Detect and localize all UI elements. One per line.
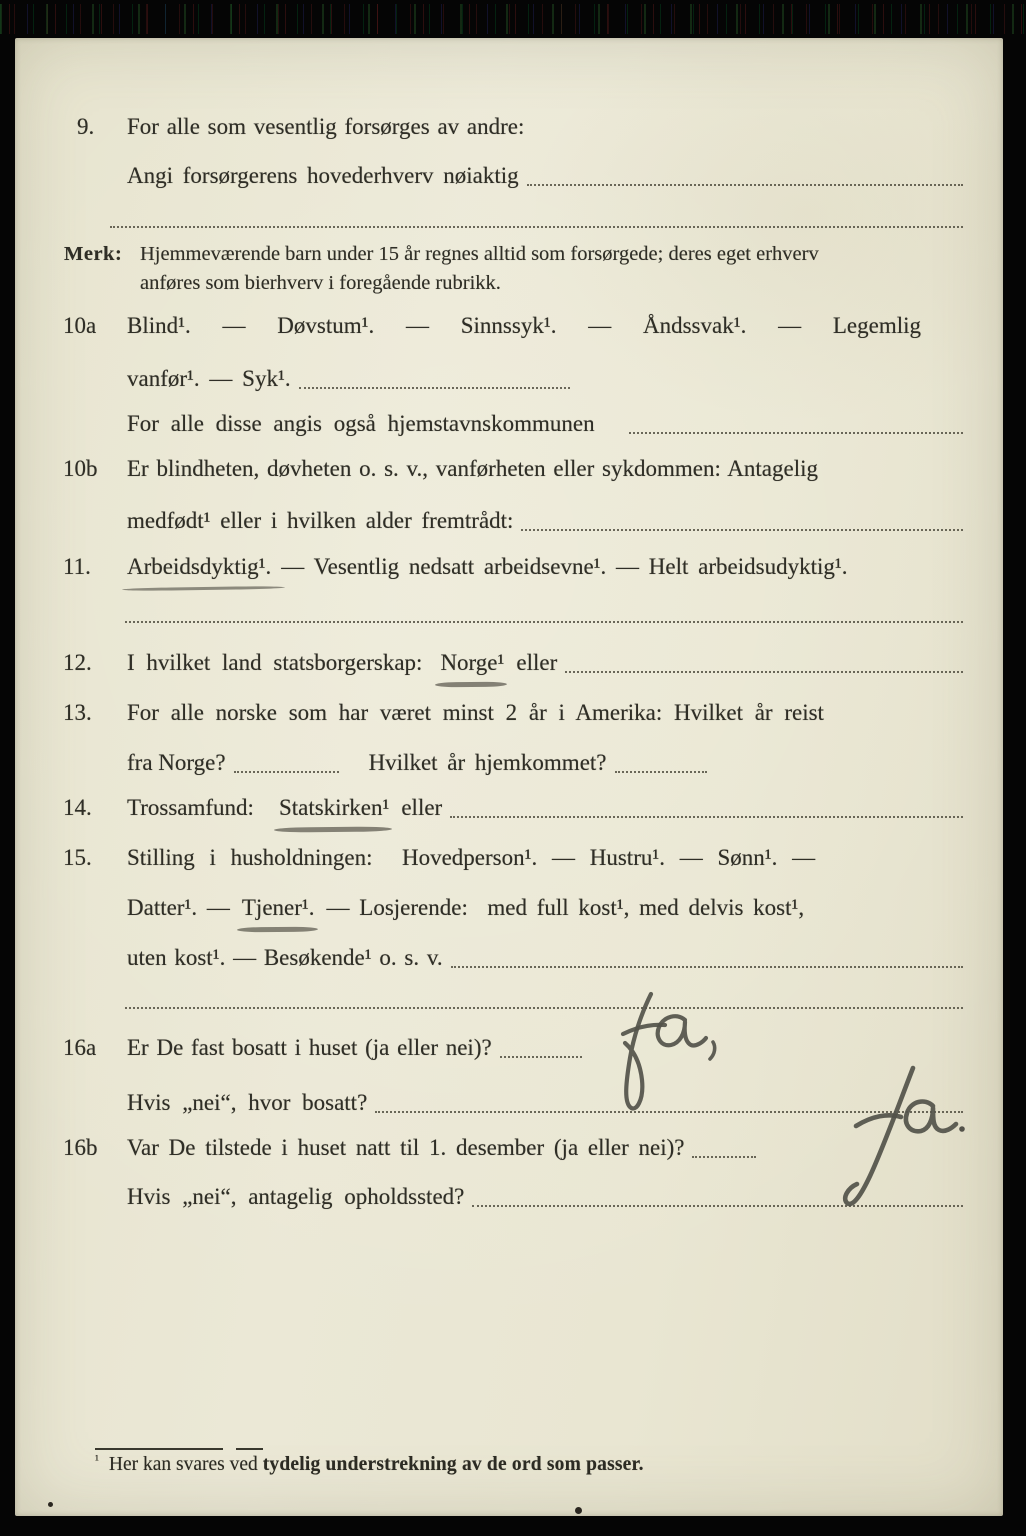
question-16b-text: Var De tilstede i huset natt til 1. desember (ja eller nei)? xyxy=(127,1135,685,1160)
dotted-answer-line xyxy=(615,748,707,773)
merk-text: Hjemmeværende barn under 15 år regnes alltid som forsørgede; deres eget erhverv xyxy=(140,243,819,265)
dotted-separator xyxy=(110,224,963,228)
question-10b-text: Er blindheten, døvheten o. s. v., vanførheten eller sykdommen: Antagelig xyxy=(127,456,819,481)
pencil-underlined-word: Statskirken¹ xyxy=(279,793,389,823)
pencil-underlined-word: Arbeidsdyktig¹. xyxy=(127,552,271,582)
question-9-line1 xyxy=(63,112,963,142)
dotted-answer-line xyxy=(565,648,963,673)
question-15-options-cont2: — Losjerende: med full kost¹, med delvis kost¹, xyxy=(326,895,805,920)
question-15-line3 xyxy=(127,943,963,973)
question-10a-number: 10a xyxy=(63,313,97,338)
dotted-separator xyxy=(125,619,963,623)
question-12-line xyxy=(63,648,963,678)
question-13-line2 xyxy=(127,748,963,778)
footnote-text-bold: tydelig understrekning av de ord som passer. xyxy=(262,1454,644,1475)
question-9-text: For alle som vesentlig forsørges av andre: xyxy=(127,114,525,139)
question-12-text-after: eller xyxy=(516,650,558,675)
question-14-text-after: eller xyxy=(401,795,443,820)
question-13-number: 13. xyxy=(63,700,92,725)
question-10a-options-cont: vanfør¹. — Syk¹. xyxy=(127,366,291,391)
dotted-separator xyxy=(125,1005,963,1009)
question-16b-number: 16b xyxy=(63,1135,98,1160)
question-10a-line3 xyxy=(127,409,963,439)
question-13-line1 xyxy=(63,698,963,728)
question-15-options-end: uten kost¹. — Besøkende¹ o. s. v. xyxy=(127,945,443,970)
merk-note-line2 xyxy=(140,272,959,295)
dotted-answer-line xyxy=(451,943,963,968)
question-10b-number: 10b xyxy=(63,456,98,481)
question-16a-text: Er De fast bosatt i huset (ja eller nei)? xyxy=(127,1035,492,1060)
handwritten-answer-16a xyxy=(585,990,720,1115)
question-15-line2 xyxy=(127,893,963,923)
question-9-subtext: Angi forsørgerens hovederhverv nøiaktig xyxy=(127,163,519,188)
question-13-text: For alle norske som har været minst 2 år i Amerika: Hvilket år reist xyxy=(127,700,824,725)
question-15-number: 15. xyxy=(63,845,92,870)
question-9-number: 9. xyxy=(77,114,95,139)
footnote xyxy=(95,1452,644,1476)
handwriting-ja-svg xyxy=(585,990,720,1115)
scan-speck xyxy=(48,1502,53,1507)
question-15-options-cont: Datter¹. — xyxy=(127,895,230,920)
merk-label: Merk: xyxy=(64,243,123,265)
question-10b-line2 xyxy=(127,506,963,536)
footnote-separator xyxy=(95,1448,263,1450)
handwritten-answer-16b xyxy=(838,1062,965,1222)
question-16b-subquestion: Hvis „nei“, antagelig opholdssted? xyxy=(127,1184,465,1209)
question-12-text: I hvilket land statsborgerskap: xyxy=(127,650,423,675)
question-10a-subquestion: For alle disse angis også hjemstavnskommunen xyxy=(127,411,595,436)
question-10b-line1 xyxy=(63,454,963,484)
question-10a-line2 xyxy=(127,364,570,394)
question-12-number: 12. xyxy=(63,650,92,675)
question-11-options: — Vesentlig nedsatt arbeidsevne¹. — Helt arbeidsudyktig¹. xyxy=(281,554,848,579)
dotted-answer-line xyxy=(692,1133,756,1158)
question-16a-subquestion: Hvis „nei“, hvor bosatt? xyxy=(127,1090,368,1115)
question-10a-line1 xyxy=(63,311,963,341)
scan-speck xyxy=(575,1507,582,1514)
census-form-page xyxy=(15,38,1003,1516)
pencil-underlined-word: Norge¹ xyxy=(440,648,504,678)
handwriting-ja-svg xyxy=(838,1062,965,1222)
dotted-answer-line xyxy=(521,506,963,531)
question-15-line1 xyxy=(63,843,963,873)
question-10a-options: Blind¹. — Døvstum¹. — Sinnssyk¹. — Åndssvak¹. — Legemlig xyxy=(127,313,921,338)
merk-note-line1 xyxy=(64,243,959,266)
footnote-marker: ¹ xyxy=(95,1452,99,1467)
question-11-number: 11. xyxy=(63,554,91,579)
pencil-underlined-word: Tjener¹. xyxy=(242,893,315,923)
merk-text-cont: anføres som bierhverv i foregående rubrikk. xyxy=(140,272,501,294)
question-14-text: Trossamfund: xyxy=(127,795,254,820)
dotted-answer-line xyxy=(629,409,963,434)
question-14-number: 14. xyxy=(63,795,92,820)
dotted-answer-line xyxy=(500,1033,582,1058)
question-10b-text-cont: medfødt¹ eller i hvilken alder fremtrådt: xyxy=(127,508,514,533)
question-16b-line1 xyxy=(63,1133,963,1163)
question-16a-number: 16a xyxy=(63,1035,97,1060)
dotted-answer-line xyxy=(234,748,339,773)
footnote-text: Her kan svares ved xyxy=(108,1454,263,1475)
scanner-edge-noise xyxy=(0,4,1026,34)
question-11-line xyxy=(63,552,963,582)
question-9-line2 xyxy=(127,161,963,191)
question-13-subquestion-1: fra Norge? xyxy=(127,750,226,775)
dotted-answer-line xyxy=(450,793,963,818)
question-15-options: Stilling i husholdningen: Hovedperson¹. — Hustru¹. — Sønn¹. — xyxy=(127,845,816,870)
question-13-subquestion-2: Hvilket år hjemkommet? xyxy=(368,750,607,775)
dotted-answer-line xyxy=(527,161,963,186)
dotted-answer-line xyxy=(299,364,570,389)
question-16a-line1 xyxy=(63,1033,963,1063)
question-14-line xyxy=(63,793,963,823)
